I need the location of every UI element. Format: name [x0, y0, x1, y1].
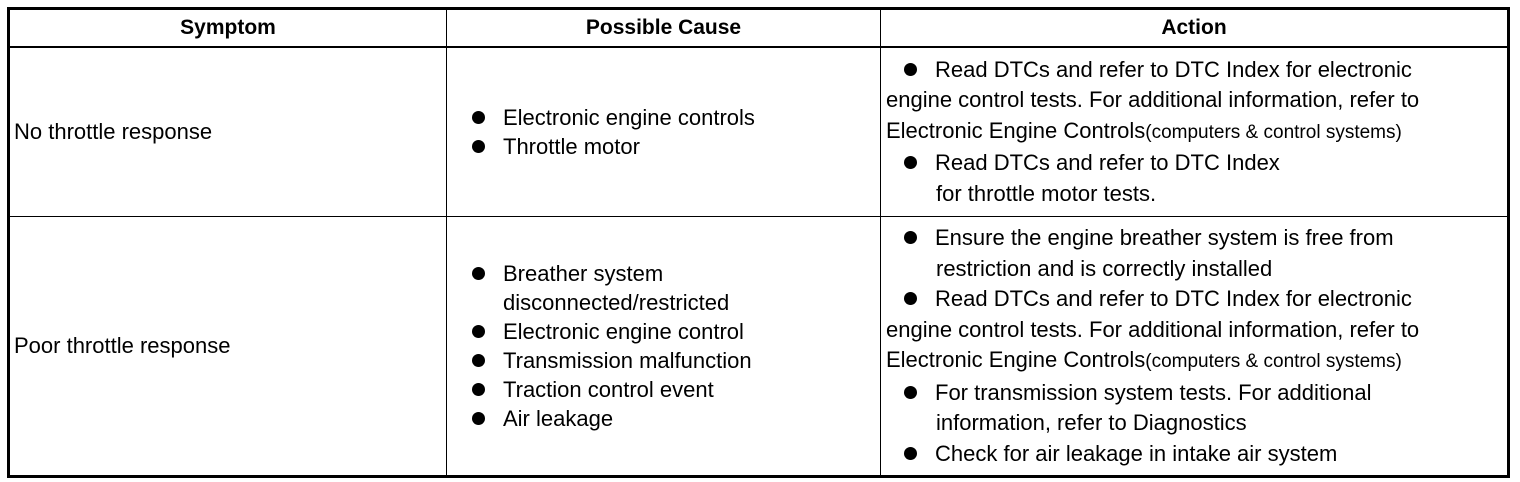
symptom-text: No throttle response	[14, 119, 213, 144]
table-row	[9, 47, 1509, 217]
action-cell	[881, 217, 1509, 477]
bullet-icon	[904, 63, 917, 76]
bullet-icon	[472, 383, 485, 396]
bullet-icon	[472, 140, 485, 153]
header-symptom: Symptom	[9, 9, 447, 48]
bullet-icon	[472, 325, 485, 338]
cause-list	[447, 103, 880, 161]
bullet-icon	[472, 412, 485, 425]
table-row	[9, 217, 1509, 477]
bullet-icon	[904, 447, 917, 460]
header-possible-cause: Possible Cause	[447, 9, 881, 48]
cause-cell	[447, 217, 881, 477]
list-item: Transmission malfunction	[472, 346, 880, 375]
symptom-cell	[9, 217, 447, 477]
action-item: For transmission system tests. For additional information, refer to Diagnostics	[886, 378, 1503, 439]
list-item: Air leakage	[472, 404, 880, 433]
action-cell	[881, 47, 1509, 217]
symptom-cell	[9, 47, 447, 217]
action-item: Read DTCs and refer to DTC Index for throttle motor tests.	[886, 148, 1503, 209]
list-item: Electronic engine controls	[472, 103, 880, 132]
list-item: Throttle motor	[472, 132, 880, 161]
cause-list	[447, 259, 880, 433]
action-item: Ensure the engine breather system is free from restriction and is correctly installed	[886, 223, 1503, 284]
header-row	[9, 9, 1509, 48]
cause-cell	[447, 47, 881, 217]
action-item: Read DTCs and refer to DTC Index for electronic engine control tests. For additional information, refer to Electronic Engine Controls(computers & control systems)	[886, 56, 1420, 143]
action-item: Read DTCs and refer to DTC Index for electronic engine control tests. For additional information, refer to Electronic Engine Controls(computers & control systems)	[886, 286, 1420, 372]
bullet-icon	[472, 267, 485, 280]
bullet-icon	[904, 292, 917, 305]
list-item: Electronic engine control	[472, 317, 880, 346]
header-action: Action	[881, 9, 1509, 48]
bullet-icon	[904, 231, 917, 244]
bullet-icon	[904, 386, 917, 399]
symptom-text: Poor throttle response	[14, 333, 231, 358]
list-item: Traction control event	[472, 375, 880, 404]
bullet-icon	[472, 111, 485, 124]
list-item: Breather system disconnected/restricted	[472, 259, 880, 317]
action-item: Check for air leakage in intake air system	[886, 439, 1503, 470]
bullet-icon	[472, 354, 485, 367]
symptom-table	[7, 7, 1510, 478]
bullet-icon	[904, 156, 917, 169]
